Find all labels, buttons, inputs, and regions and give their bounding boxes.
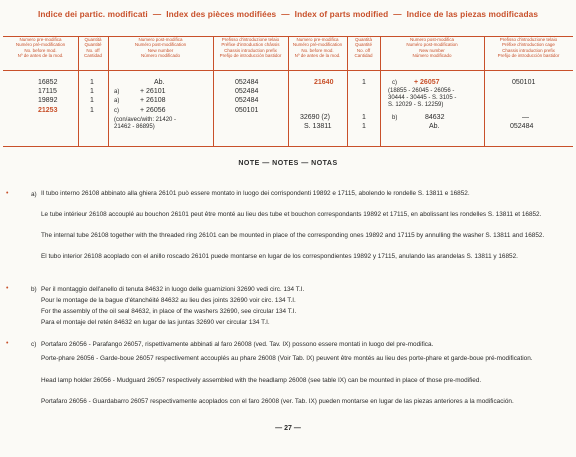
note-b-italian: Per il montaggio dell'anello di tenuta 84632 in luogo delle guarnizioni 32690 vedi circ. 134 T.I.	[41, 286, 305, 293]
note-c-french: Porte-phare 26056 - Garde-boue 26057 respectivement accouplés au phare 26008 (Voir Tab. IX) peuvent être montés au lieu des porte-phare et garde-boue pré-modification.	[41, 355, 533, 362]
old-part-number: 21253	[38, 107, 58, 114]
chassis-prefix: 052484	[235, 97, 259, 104]
quantity-value: 1	[362, 114, 366, 121]
table-bottom-rule	[3, 146, 573, 147]
new-part-number: Ab.	[429, 123, 440, 130]
chassis-prefix: 050101	[235, 107, 259, 114]
note-c-marker: c)	[31, 341, 37, 348]
title-french: Index des pièces modifiées	[166, 9, 277, 19]
header-chassis-prefix: Prefisso d'introduzione telaio Préfixe d'introduction châssis Chassis introduction prefix Prefijo de introducción bastidor	[219, 37, 282, 58]
old-part-number: 19892	[38, 97, 58, 104]
note-b-spanish: Para el montaje del retén 84632 en lugar de las juntas 32690 ver circular 134 T.I.	[41, 319, 270, 326]
note-c-spanish: Portafaro 26056 - Guardabarro 26057 respectivamente acoplados con el faro 26008 (ver. Tab. IX) pueden montarse en lugar de las piezas anteriores a la modificación.	[41, 398, 514, 405]
compatibility-note: (con/avec/with: 21420 - 21462 - 86895)	[114, 117, 177, 130]
note-marker: a)	[114, 98, 120, 104]
header-old-number: Numero pre-modifica Numéro pré-modification No. before mod. Nº de antes de la mod.	[15, 37, 66, 58]
chassis-prefix: 050101	[512, 79, 536, 86]
note-marker: a)	[114, 89, 120, 95]
title-separator: —	[281, 9, 290, 19]
page-number: — 27 —	[275, 425, 301, 432]
note-a-spanish: El tubo interior 26108 acoplado con el anillo roscado 26101 puede montarse en lugar de los correspondientes 19892 y 17115, anulando las arandelas S. 13811 y 16852.	[41, 253, 518, 260]
bullet-icon: •	[6, 190, 9, 197]
old-part-number: 17115	[38, 88, 57, 95]
quantity-value: 1	[90, 88, 94, 95]
header-new-number: Numero post-modifica Numéro post-modification New number Número modificado	[134, 37, 187, 58]
new-part-number: + 26056	[140, 107, 166, 114]
new-part-number: + 26057	[414, 79, 440, 86]
chassis-prefix: 052484	[510, 123, 534, 130]
header-chassis-prefix-2: Prefisso d'introduzione telaio Préfixe d'introduction cage Chassis introduction prefix Prefijo de introducción bastidor	[497, 37, 560, 58]
title-english: Index of parts modified	[294, 9, 389, 19]
old-part-number: 32690 (2)	[300, 114, 330, 121]
quantity-value: 1	[362, 79, 366, 86]
chassis-prefix: 052484	[235, 79, 259, 86]
index-title-bar	[0, 4, 576, 24]
header-quantity: Quantità Quantité No. off Cantidad	[83, 37, 102, 58]
note-b-marker: b)	[31, 286, 37, 293]
notes-heading: NOTE — NOTES — NOTAS	[238, 160, 338, 167]
old-part-number: 16852	[38, 79, 58, 86]
new-part-number: Ab.	[154, 79, 165, 86]
note-a-marker: a)	[31, 191, 37, 198]
new-part-number: + 26101	[140, 88, 166, 95]
header-quantity-2: Quantità Quantité No. off Cantidad	[354, 37, 373, 58]
chassis-prefix: —	[522, 114, 529, 121]
old-part-number: 21640	[314, 79, 334, 86]
quantity-value: 1	[362, 123, 366, 130]
bullet-icon: •	[6, 340, 9, 347]
note-marker: c)	[392, 80, 397, 86]
new-part-number: + 26108	[140, 97, 166, 104]
note-marker: c)	[114, 108, 119, 114]
title-spanish: Indice de las piezas modificadas	[406, 9, 539, 19]
chassis-prefix: 052484	[235, 88, 259, 95]
title-italian: Indice dei partic. modificati	[37, 9, 148, 19]
title-separator: —	[393, 9, 402, 19]
note-b-english: For the assembly of the oil seal 84632, in place of the washers 32690, see circular 134 T.I.	[41, 308, 297, 315]
quantity-value: 1	[90, 79, 94, 86]
quantity-value: 1	[90, 97, 94, 104]
note-a-french: Le tube intérieur 26108 accouplé au bouchon 26101 peut être monté au lieu des tube et bouchon correspondants 19892 et 17115, en abolissant les rondelles S. 13811 et 16852.	[41, 211, 542, 218]
note-a-italian: Il tubo interno 26108 abbinato alla ghiera 26101 può essere montato in luogo dei corrispondenti 19892 e 17115, abolendo le rondelle S. 13811 e 16852.	[41, 190, 470, 197]
note-c-italian: Portafaro 26056 - Parafango 26057, rispettivamente abbinati al faro 26008 (ved. Tav. IX) possono essere montati in luogo del pre-modifica.	[41, 341, 434, 348]
note-marker: b)	[392, 115, 398, 121]
title-separator: —	[152, 9, 162, 19]
quantity-value: 1	[90, 107, 94, 114]
header-old-number-2: Numero pre-modifica Numéro pré-modification No. before mod. Nº de antes de la mod.	[292, 37, 343, 58]
header-new-number-2: Numero post-modifica Numéro post-modification New number Número modificado	[406, 37, 458, 58]
note-b-french: Pour le montage de la bague d'étanchéité 84632 au lieu des joints 32690 voir circ. 134 T.I.	[41, 297, 296, 304]
bullet-icon: •	[6, 285, 9, 292]
compatibility-note: (18855 - 26045 - 26056 - 30444 - 30445 - S. 3105 - S. 12029 - S. 12259)	[388, 88, 457, 108]
new-part-number: 84632	[425, 114, 445, 121]
note-a-english: The internal tube 26108 together with the threaded ring 26101 can be mounted in place of the corresponding ones 19892 and 17115 by annulling the washer S. 13811 and 16852.	[41, 232, 545, 239]
note-c-english: Head lamp holder 26056 - Mudguard 26057 respectively assembled with the headlamp 26008 (see table IX) can be mounted in place of those pre-modified.	[41, 377, 482, 384]
old-part-number: S. 13811	[304, 123, 332, 130]
